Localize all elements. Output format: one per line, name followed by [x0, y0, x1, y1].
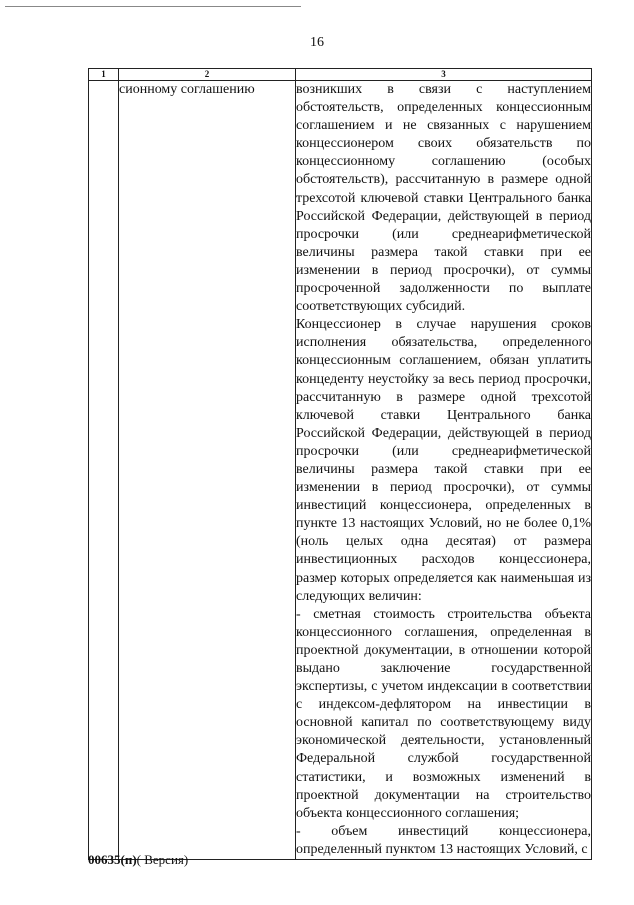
table-header-row	[89, 69, 592, 81]
column-header-1: 1	[89, 69, 119, 81]
table-row	[89, 81, 592, 860]
column-header-3: 3	[296, 69, 592, 81]
column-header-2: 2	[119, 69, 296, 81]
footer-code: 00635(п)	[88, 852, 137, 867]
paragraph-3: - сметная стоимость строительства объекта концессионного соглашения, определенная в проектной документации, в отношении которой выдано заключение государственной экспертизы, с учетом индексации в соответствии с индексом-дефлятором на инвестиции в основной капитал по соответствующему виду экономической деятельности, установленный Федеральной службой государственной статистики, и возможных изменений в проектной документации на строительство объекта концессионного соглашения;	[296, 606, 591, 821]
top-divider-line	[5, 6, 301, 7]
paragraph-4: - объем инвестиций концессионера, определенный пунктом 13 настоящих Условий, с	[296, 823, 591, 857]
paragraph-1: возникших в связи с наступлением обстоятельств, определенных концессионным соглашением и не связанных с нарушением концессионером своих обязательств по концессионному соглашению (особых обстоятельств), рассчитанную в размере одной трехсотой ключевой ставки Центрального банка Российской Федерации, действующей в период просрочки (или среднеарифметической величины размера такой ставки при ее изменении в период просрочки), от суммы просроченной задолженности по выплате соответствующих субсидий.	[296, 82, 591, 315]
paragraph-2: Концессионер в случае нарушения сроков исполнения обязательства, определенного концессионным соглашением, обязан уплатить концеденту неустойку за весь период просрочки, рассчитанную в размере одной трехсотой ключевой ставки Центрального банка Российской Федерации, действующей в период просрочки (или среднеарифметической величины размера такой ставки при ее изменении в период просрочки), от суммы инвестиций концессионера, определенных в пункте 13 настоящих Условий, но не более 0,1% (ноль целых одна десятая) от размера инвестиционных расходов концессионера, размер которых определяется как наименьшая из следующих величин:	[296, 317, 591, 604]
cell-col3	[296, 81, 592, 860]
footer-suffix: ( Версия)	[136, 852, 189, 867]
cell-col2: сионному соглашению	[119, 81, 296, 860]
page-number: 16	[310, 35, 324, 50]
footer	[88, 852, 188, 868]
cell-col1	[89, 81, 119, 860]
document-table	[88, 68, 592, 860]
